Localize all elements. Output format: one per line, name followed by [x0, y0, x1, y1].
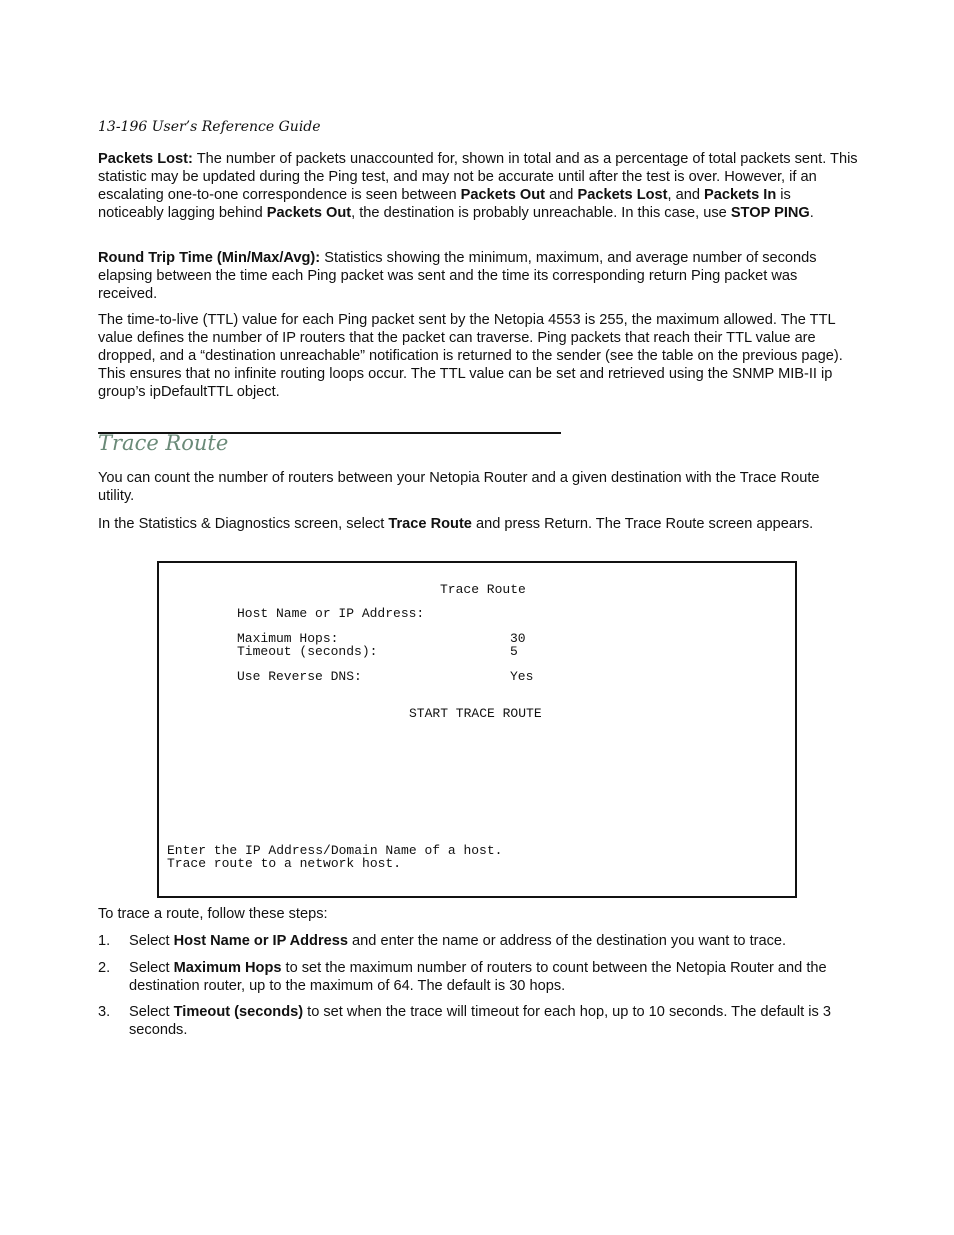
- screen-title: Trace Route: [440, 582, 526, 597]
- trace-route-instruction: In the Statistics & Diagnostics screen, select Trace Route and press Return. The Trace Route screen appears.: [98, 516, 814, 532]
- timeout-label[interactable]: Timeout (seconds):: [237, 644, 378, 659]
- start-trace-route-button[interactable]: START TRACE ROUTE: [409, 706, 542, 721]
- page-header: 13-196 User’s Reference Guide: [98, 119, 321, 135]
- max-hops-label[interactable]: Maximum Hops:: [237, 631, 339, 646]
- section-title: Trace Route: [98, 431, 229, 455]
- help-line-1: Enter the IP Address/Domain Name of a host.: [167, 843, 503, 858]
- packets-lost-paragraph: Packets Lost: The number of packets unaccounted for, shown in total and as a percentage of total packets sent. This statistic may be updated during the Ping test, and may not be accurate until after the test is over. However, if an escalating one-to-one correspondence is seen between Packets Out and Packets Lost, and Packets In is noticeably lagging behind Packets Out, the destination is probably unreachable. In this case, use STOP PING.: [98, 151, 858, 221]
- help-line-2: Trace route to a network host.: [167, 856, 402, 871]
- trace-route-screen: [157, 561, 797, 898]
- term-packets-lost: Packets Lost:: [98, 151, 193, 167]
- step-number: 2.: [98, 960, 111, 976]
- step-number: 1.: [98, 933, 111, 949]
- round-trip-paragraph: Round Trip Time (Min/Max/Avg): Statistics showing the minimum, maximum, and average number of seconds elapsing between the time each Ping packet was sent and the time its corresponding return Ping packet was received.: [98, 250, 817, 302]
- steps-intro: To trace a route, follow these steps:: [98, 906, 328, 922]
- reverse-dns-label[interactable]: Use Reverse DNS:: [237, 669, 362, 684]
- host-name-field[interactable]: Host Name or IP Address:: [237, 606, 425, 621]
- max-hops-value[interactable]: 30: [510, 631, 526, 646]
- reverse-dns-value[interactable]: Yes: [510, 669, 534, 684]
- timeout-value[interactable]: 5: [510, 644, 518, 659]
- ttl-paragraph: The time-to-live (TTL) value for each Ping packet sent by the Netopia 4553 is 255, the maximum allowed. The TTL value defines the number of IP routers that the packet can traverse. Ping packets that reach their TTL value are dropped, and a “destination unreachable” notification is returned to the sender (see the table on the previous page). This ensures that no infinite routing loops occur. The TTL value can be set and retrieved using the SNMP MIB-II ip group’s ipDefaultTTL object.: [98, 312, 843, 400]
- term-round-trip: Round Trip Time (Min/Max/Avg):: [98, 250, 321, 266]
- trace-route-intro: You can count the number of routers between your Netopia Router and a given destination with the Trace Route utility.: [98, 470, 820, 504]
- step-number: 3.: [98, 1004, 111, 1020]
